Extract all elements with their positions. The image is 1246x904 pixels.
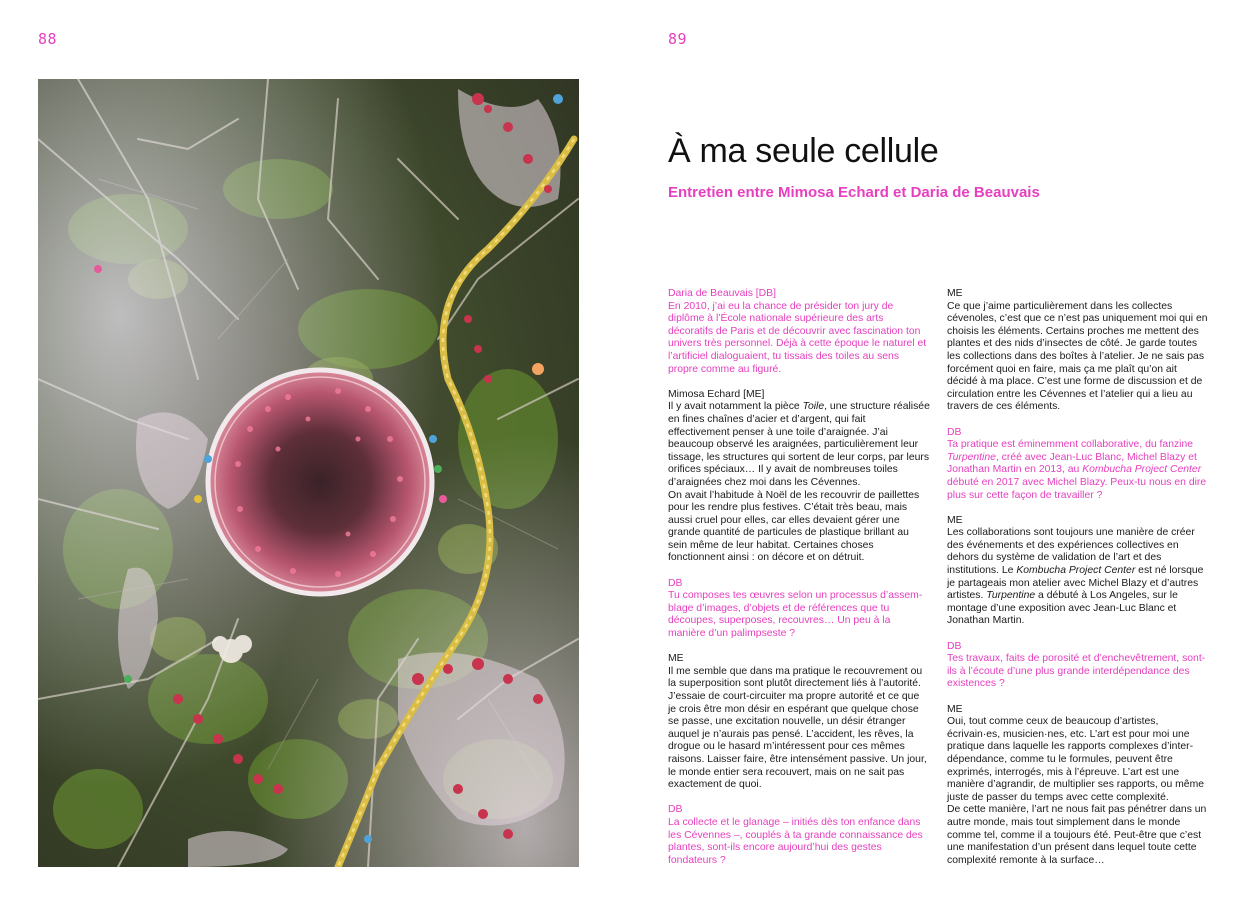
article-subtitle: Entretien entre Mimosa Echard et Daria de Beauvais [668,184,1040,201]
speaker-label: DB [947,640,962,652]
interview-answer [668,389,930,565]
speaker-label: DB [668,804,683,816]
page-number-left: 88 [38,30,58,48]
answer-text: Ce que j’aime particulièrement dans les collectes cévenoles, c’est que ce n’est pas uniquement moi qui en choisis les éléments. Certains proches me mettent des plantes et des nids d’insectes de côté. Je garde toutes les collections dans des boîtes à l’atelier. Je ne sais pas forcément quoi en faire, mais ça me plaît qu’on ait décidé à ma place. C’est une forme de discussion et de circulation entre les Cévennes et l’atelier qui a lieu au travers de ces éléments. [947,300,1208,413]
interview-answer [947,704,1209,868]
interview-answer [947,515,1209,628]
question-text: En 2010, j’ai eu la chance de présider ton jury de diplôme à l’École nationale supérieure des arts décoratifs de Paris et de découvrir avec fascination ton univers très personnel. Déjà à cette époque le naturel et l’artificiel dialoguaient, tu tissais des toiles au sens propre comme au figuré. [668,300,927,375]
interview-question [668,288,930,376]
speaker-label: ME [947,514,963,526]
answer-text: Les collaborations sont toujours une manière de créer des événements et des expériences collectives en dehors du système de validation de l’art et des institutions. Le Kombucha Project Center est né lorsque je partageais mon atelier avec Michel Blazy et d’autres artistes. Turpentine a débuté à Los Angeles, sur le montage d’une exposition avec Jean-Luc Blanc et Jonathan Martin. [947,527,1204,627]
interview-question [947,641,1209,691]
speaker-label: Daria de Beauvais [DB] [668,288,777,299]
speaker-label: DB [947,426,962,438]
interview-question [668,578,930,641]
interview-question [947,427,1209,503]
question-text: Tu composes tes œuvres selon un processus d’assem-blage d’images, d’objets et de références que tu découpes, superposes, recouvres… Un peu à la manière d’un palimpseste ? [668,590,923,640]
speaker-label: ME [947,703,963,715]
question-text: La collecte et le glanage – initiés dès ton enfance dans les Cévennes –, couplés à ta grande connaissance des plantes, sont-ils encore aujourd’hui des gestes fondateurs ? [668,816,923,866]
answer-text: Oui, tout comme ceux de beaucoup d’artistes, écrivain·es, musicien·nes, etc. L’art est pour moi une pratique dans laquelle les rapports complexes d’inter-dépendance, comme tu le formules, peuvent être exprimés, interrogés, mis à l’épreuve. L’art est une manière d’agrandir, de multiplier ses rapports, ou même juste de passer du temps avec cette complexité. [947,716,1205,803]
interview-question [668,804,930,867]
answer-text-continued: On avait l’habitude à Noël de les recouvrir de paillettes pour les rendre plus festives. C’était très beau, mais aussi cruel pour elles, car elles devaient gérer une grande quantité de particules de plastique brillant au sein même de leur habitat. Certaines choses fonctionnent ainsi : on décore et on détruit. [668,489,920,564]
question-text: Ta pratique est éminemment collaborative, du fanzine Turpentine, créé avec Jean-Luc Blanc, Michel Blazy et Jonathan Martin en 2013, au Kombucha Project Center débuté en 2017 avec Michel Blazy. Peux-tu nous en dire plus sur cette façon de travailler ? [947,439,1207,501]
speaker-label: ME [668,653,684,665]
question-text: Tes travaux, faits de porosité et d’enchevêtrement, sont-ils à l’écoute d’une plus grande interdépendance des existences ? [947,653,1206,690]
answer-text: Il me semble que dans ma pratique le recouvrement ou la superposition sont plutôt directement liés à l’autorité. J’essaie de court-circuiter ma propre autorité et ce que je crois être mon désir en espérant que quelque chose se passe, une excitation nouvelle, un désir étranger auquel je n’aurais pas pensé. L’accident, les rêves, la drogue ou le hasard m’intéressent pour ces mêmes raisons. Laisser faire, être intensément passive. Un jour, le monde entier sera recouvert, mais on ne sait pas exactement de quoi. [668,665,927,791]
text-column-1 [668,288,930,880]
speaker-label: ME [947,288,963,299]
page-number-right: 89 [668,30,688,48]
interview-answer [668,653,930,792]
article-title: À ma seule cellule [668,132,939,170]
answer-text: Il y avait notamment la pièce Toile, une structure réalisée en fines chaînes d’acier et d’argent, qui fait effectivement penser à une toile d’araignée. J’ai beaucoup observé les araignées, particulièrement leur tissage, les structures qui sortent de leur corps, par leurs orifices spéciaux… Il y avait de nombreuses toiles d’araignées chez moi dans les Cévennes. [668,401,930,488]
answer-text-continued: De cette manière, l’art ne nous fait pas pénétrer dans un autre monde, mais tout simplement dans le monde comme tel, comme il a toujours été. Peut-être que c’est une manifestation d’un présent dans lequel toute cette complexité remonte à la surface… [947,804,1207,866]
speaker-label: DB [668,577,683,589]
artwork-photo [38,79,579,867]
work-title: Toile [802,401,825,413]
artwork-illustration [38,79,579,867]
interview-answer [947,288,1209,414]
text-column-2 [947,288,1209,880]
speaker-label: Mimosa Echard [ME] [668,388,765,400]
